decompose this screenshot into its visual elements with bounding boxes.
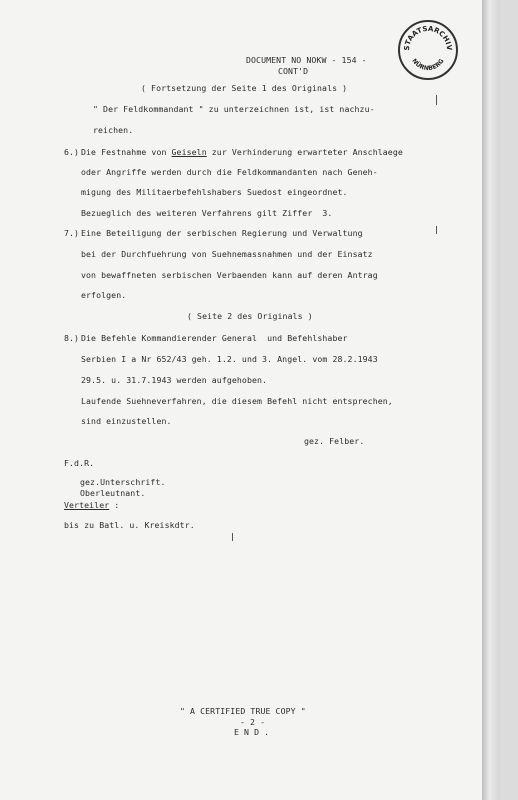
item-7-line-4: erfolgen.: [81, 290, 127, 300]
distribution-colon: :: [109, 500, 120, 510]
archive-stamp-graphic: [400, 22, 456, 78]
page-marker: ( Seite 2 des Originals ): [187, 311, 313, 321]
margin-mark: [232, 533, 233, 541]
item-8-line-1: Die Befehle Kommandierender General und Befehlshaber: [81, 333, 348, 343]
item-6-line-4: Bezueglich des weiteren Verfahrens gilt Ziffer 3.: [81, 208, 333, 218]
item-8-line-2: Serbien I a Nr 652/43 geh. 1.2. und 3. Angel. vom 28.2.1943: [81, 354, 378, 364]
item-6-underlined-word: Geiseln: [171, 147, 207, 157]
margin-mark: [436, 226, 437, 234]
distribution-label: Verteiler: [64, 500, 110, 510]
intro-line-1: " Der Feldkommandant " zu unterzeichnen ist, ist nachzu-: [93, 104, 375, 114]
page-edge-shadow: [482, 0, 500, 800]
svg-text:NÜRNBERG: [410, 58, 445, 73]
page-number: - 2 -: [240, 717, 266, 727]
item-8-line-4: Laufende Suehneverfahren, die diesem Befehl nicht entsprechen,: [81, 396, 393, 406]
archive-stamp: [398, 20, 458, 80]
item-7-line-3: von bewaffneten serbischen Verbaenden kann auf deren Antrag: [81, 270, 378, 280]
item-7-line-2: bei der Durchfuehrung von Suehnemassnahmen und der Einsatz: [81, 249, 373, 259]
item-8-number: 8.): [64, 333, 80, 343]
end-marker: E N D .: [234, 727, 270, 737]
item-6-number: 6.): [64, 147, 80, 157]
svg-text:STAATSARCHIV: [403, 25, 453, 52]
item-7-line-1: Eine Beteiligung der serbischen Regierung und Verwaltung: [81, 228, 363, 238]
item-6-line-1-post: zur Verhinderung erwarteter Anschlaege: [206, 147, 403, 157]
item-8-line-3: 29.5. u. 31.7.1943 werden aufgehoben.: [81, 375, 268, 385]
signature: gez. Felber.: [304, 436, 365, 446]
distribution-heading: [64, 500, 119, 510]
contd-label: CONT'D: [278, 66, 309, 76]
intro-line-2: reichen.: [93, 125, 134, 135]
document-reference: DOCUMENT NO NOKW - 154 -: [246, 55, 367, 65]
stamp-top-text: STAATSARCHIV: [402, 24, 454, 51]
continuation-note: ( Fortsetzung der Seite 1 des Originals ): [141, 83, 348, 93]
margin-mark: [436, 95, 437, 105]
distribution-line: bis zu Batl. u. Kreiskdtr.: [64, 520, 195, 530]
item-6-line-3: migung des Militaerbefehlshabers Suedost eingeordnet.: [81, 187, 348, 197]
item-8-line-5: sind einzustellen.: [81, 416, 172, 426]
stamp-bottom-text: NÜRNBERG: [410, 57, 446, 73]
item-7-number: 7.): [64, 228, 80, 238]
item-6-line-1: [81, 147, 403, 157]
fdr-signature: gez.Unterschrift.: [80, 477, 166, 487]
item-6-line-1-pre: Die Festnahme von: [81, 147, 172, 157]
fdr-label: F.d.R.: [64, 458, 95, 468]
certified-copy: " A CERTIFIED TRUE COPY ": [180, 706, 306, 716]
item-6-line-2: oder Angriffe werden durch die Feldkommandanten nach Geneh-: [81, 167, 378, 177]
fdr-rank: Oberleutnant.: [80, 488, 146, 498]
